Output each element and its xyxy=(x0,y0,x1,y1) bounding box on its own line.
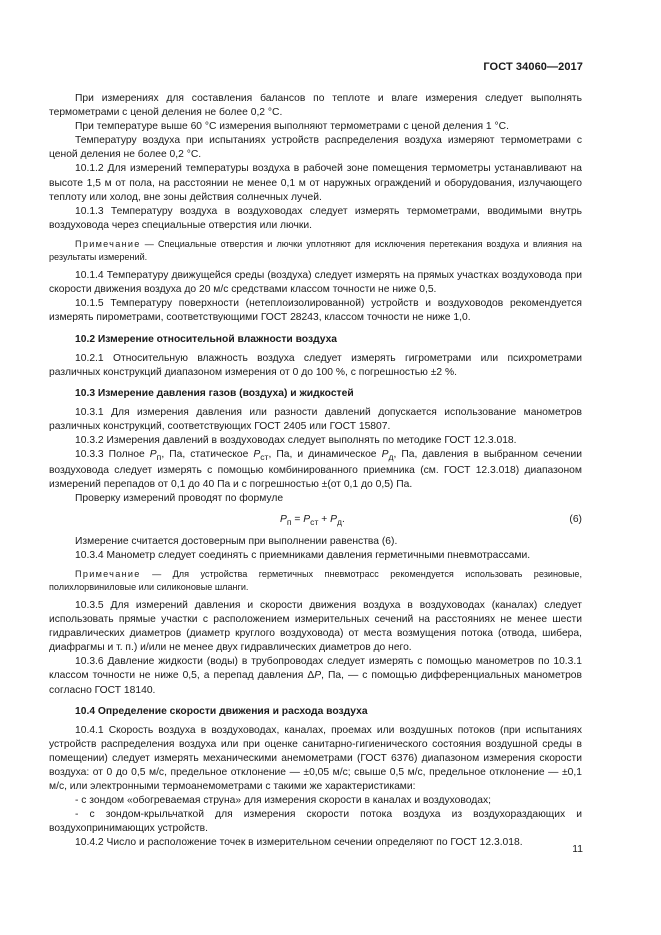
paragraph-10-3-2: 10.3.2 Измерения давлений в воздуховодах следует выполнять по методике ГОСТ 12.3.018. xyxy=(75,435,517,447)
note-label: Примечание xyxy=(75,568,141,579)
paragraph-10-3-4: 10.3.4 Манометр следует соединять с приемниками давления герметичными пневмотрассами. xyxy=(75,549,531,561)
formula-number: (6) xyxy=(569,513,582,525)
paragraph-10-1-4: 10.1.4 Температуру движущейся среды (воздуха) следует измерять на прямых участках воздуховода при скорости движения воздуха до 20 м/с средствами классом точности не ниже 0,5. xyxy=(49,270,582,296)
paragraph-10-3-3: 10.3.3 Полное $P_п$, Па, статическое $P_{ст}$, Па, и динамическое $P_д$, Па, давления в выбранном сечении воздуховода следует измерять с помощью комбинированного приемника (см. ГОСТ 12.3.018) диапазоном измерений перепадов от 0,1 до 40 Па и с погрешностью ±(от 0,1 до 0,5) Па. xyxy=(49,449,582,491)
paragraph-10-1-2: 10.1.2 Для измерений температуры воздуха в рабочей зоне помещения термометры устанавливают на высоте 1,5 м от пола, на расстоянии не менее 0,1 м от наружных ограждений и оборудования, излучающего теплоту или холод, вне зоны действия солнечных лучей. xyxy=(49,163,582,203)
paragraph-10-3-5: 10.3.5 Для измерений давления и скорости движения воздуха в воздуховодах (каналах) следует использовать прямые участки с расположением измерительных сечений на расстояниях не менее шести гидравлических диаметров (диаметр круглого воздуховода) от места возмущения потока (отвода, шибера, диафрагмы и т. п.) и/или не менее двух гидравлических диаметров до него. xyxy=(49,599,582,654)
list-item: - с зондом «обогреваемая струна» для измерения скорости в каналах и воздуховодах; xyxy=(75,795,491,807)
document-header: ГОСТ 34060—2017 xyxy=(483,61,583,73)
paragraph-10-1-3: 10.1.3 Температуру воздуха в воздуховодах следует измерять термометрами, вводимыми внутрь воздуховода через специальные отверстия или лючки. xyxy=(49,205,582,231)
formula-expression: $P_п = P_{ст} + P_д$. xyxy=(280,513,345,527)
page-number: 11 xyxy=(572,844,583,855)
paragraph: Проверку измерений проводят по формуле xyxy=(75,493,284,505)
paragraph-10-1-5: 10.1.5 Температуру поверхности (нетеплоизолированной) устройств и воздуховодов рекомендуется измерять пирометрами, соответствующими ГОСТ 28243, классом точности не ниже 1,0. xyxy=(49,298,582,324)
list-item: - с зондом-крыльчаткой для измерения скорости потока воздуха из воздухораздающих и воздухопринимающих устройств. xyxy=(49,809,582,835)
section-heading-10-3: 10.3 Измерение давления газов (воздуха) и жидкостей xyxy=(75,387,354,399)
note xyxy=(49,568,582,594)
section-heading-10-2: 10.2 Измерение относительной влажности воздуха xyxy=(75,333,338,345)
paragraph-10-4-1: 10.4.1 Скорость воздуха в воздуховодах, каналах, проемах или воздушных потоков (при испытаниях устройств распределения воздуха или при оценке санитарно-гигиенического состояния воздушной среды в помещении) следует измерять механическими анемометрами (ГОСТ 6376) диапазоном измерения скорости воздуха: от 0 до 0,5 м/с, предельное отклонение — ±0,05 м/с; свыше 0,5 м/с, предельное отклонение — ±0,1 м/с, или электронными термоанемометрами с такими же характеристиками: xyxy=(49,724,582,793)
paragraph: При измерениях для составления балансов по теплоте и влаге измерения следует выполнять термометрами с ценой деления не более 0,2 °С. xyxy=(49,93,582,119)
paragraph: При температуре выше 60 °С измерения выполняют термометрами с ценой деления 1 °С. xyxy=(75,121,509,133)
note-text: — Для устройства герметичных пневмотрасс рекомендуется использовать резиновые, полихлорвиниловые или силиконовые шланги. xyxy=(49,568,582,592)
document-body xyxy=(49,92,582,851)
paragraph: Измерение считается достоверным при выполнении равенства (6). xyxy=(75,535,398,547)
note xyxy=(49,238,582,264)
paragraph-10-3-1: 10.3.1 Для измерения давления или разности давлений допускается использование манометров различных конструкций, соответствующих ГОСТ 2405 или ГОСТ 15807. xyxy=(49,406,582,432)
note-text: — Специальные отверстия и лючки уплотняют для исключения перетекания воздуха и влияния на результаты измерений. xyxy=(49,238,582,263)
paragraph-10-4-2: 10.4.2 Число и расположение точек в измерительном сечении определяют по ГОСТ 12.3.018. xyxy=(75,837,523,849)
paragraph: Температуру воздуха при испытаниях устройств распределения воздуха измеряют термометрами с ценой деления не более 0,2 °С. xyxy=(49,135,582,161)
note-label: Примечание xyxy=(75,238,141,249)
paragraph-10-3-6: 10.3.6 Давление жидкости (воды) в трубопроводах следует измерять с помощью манометров по 10.3.1 классом точности не ниже 0,5, а перепад давления ΔP, Па, — с помощью дифференциальных манометров согласно ГОСТ 18140. xyxy=(49,656,582,696)
section-heading-10-4: 10.4 Определение скорости движения и расхода воздуха xyxy=(75,705,368,717)
paragraph-10-2-1: 10.2.1 Относительную влажность воздуха следует измерять гигрометрами или психрометрами различных конструкций диапазоном измерения от 0 до 100 %, с погрешностью ±2 %. xyxy=(49,352,582,378)
formula-6 xyxy=(49,513,582,527)
